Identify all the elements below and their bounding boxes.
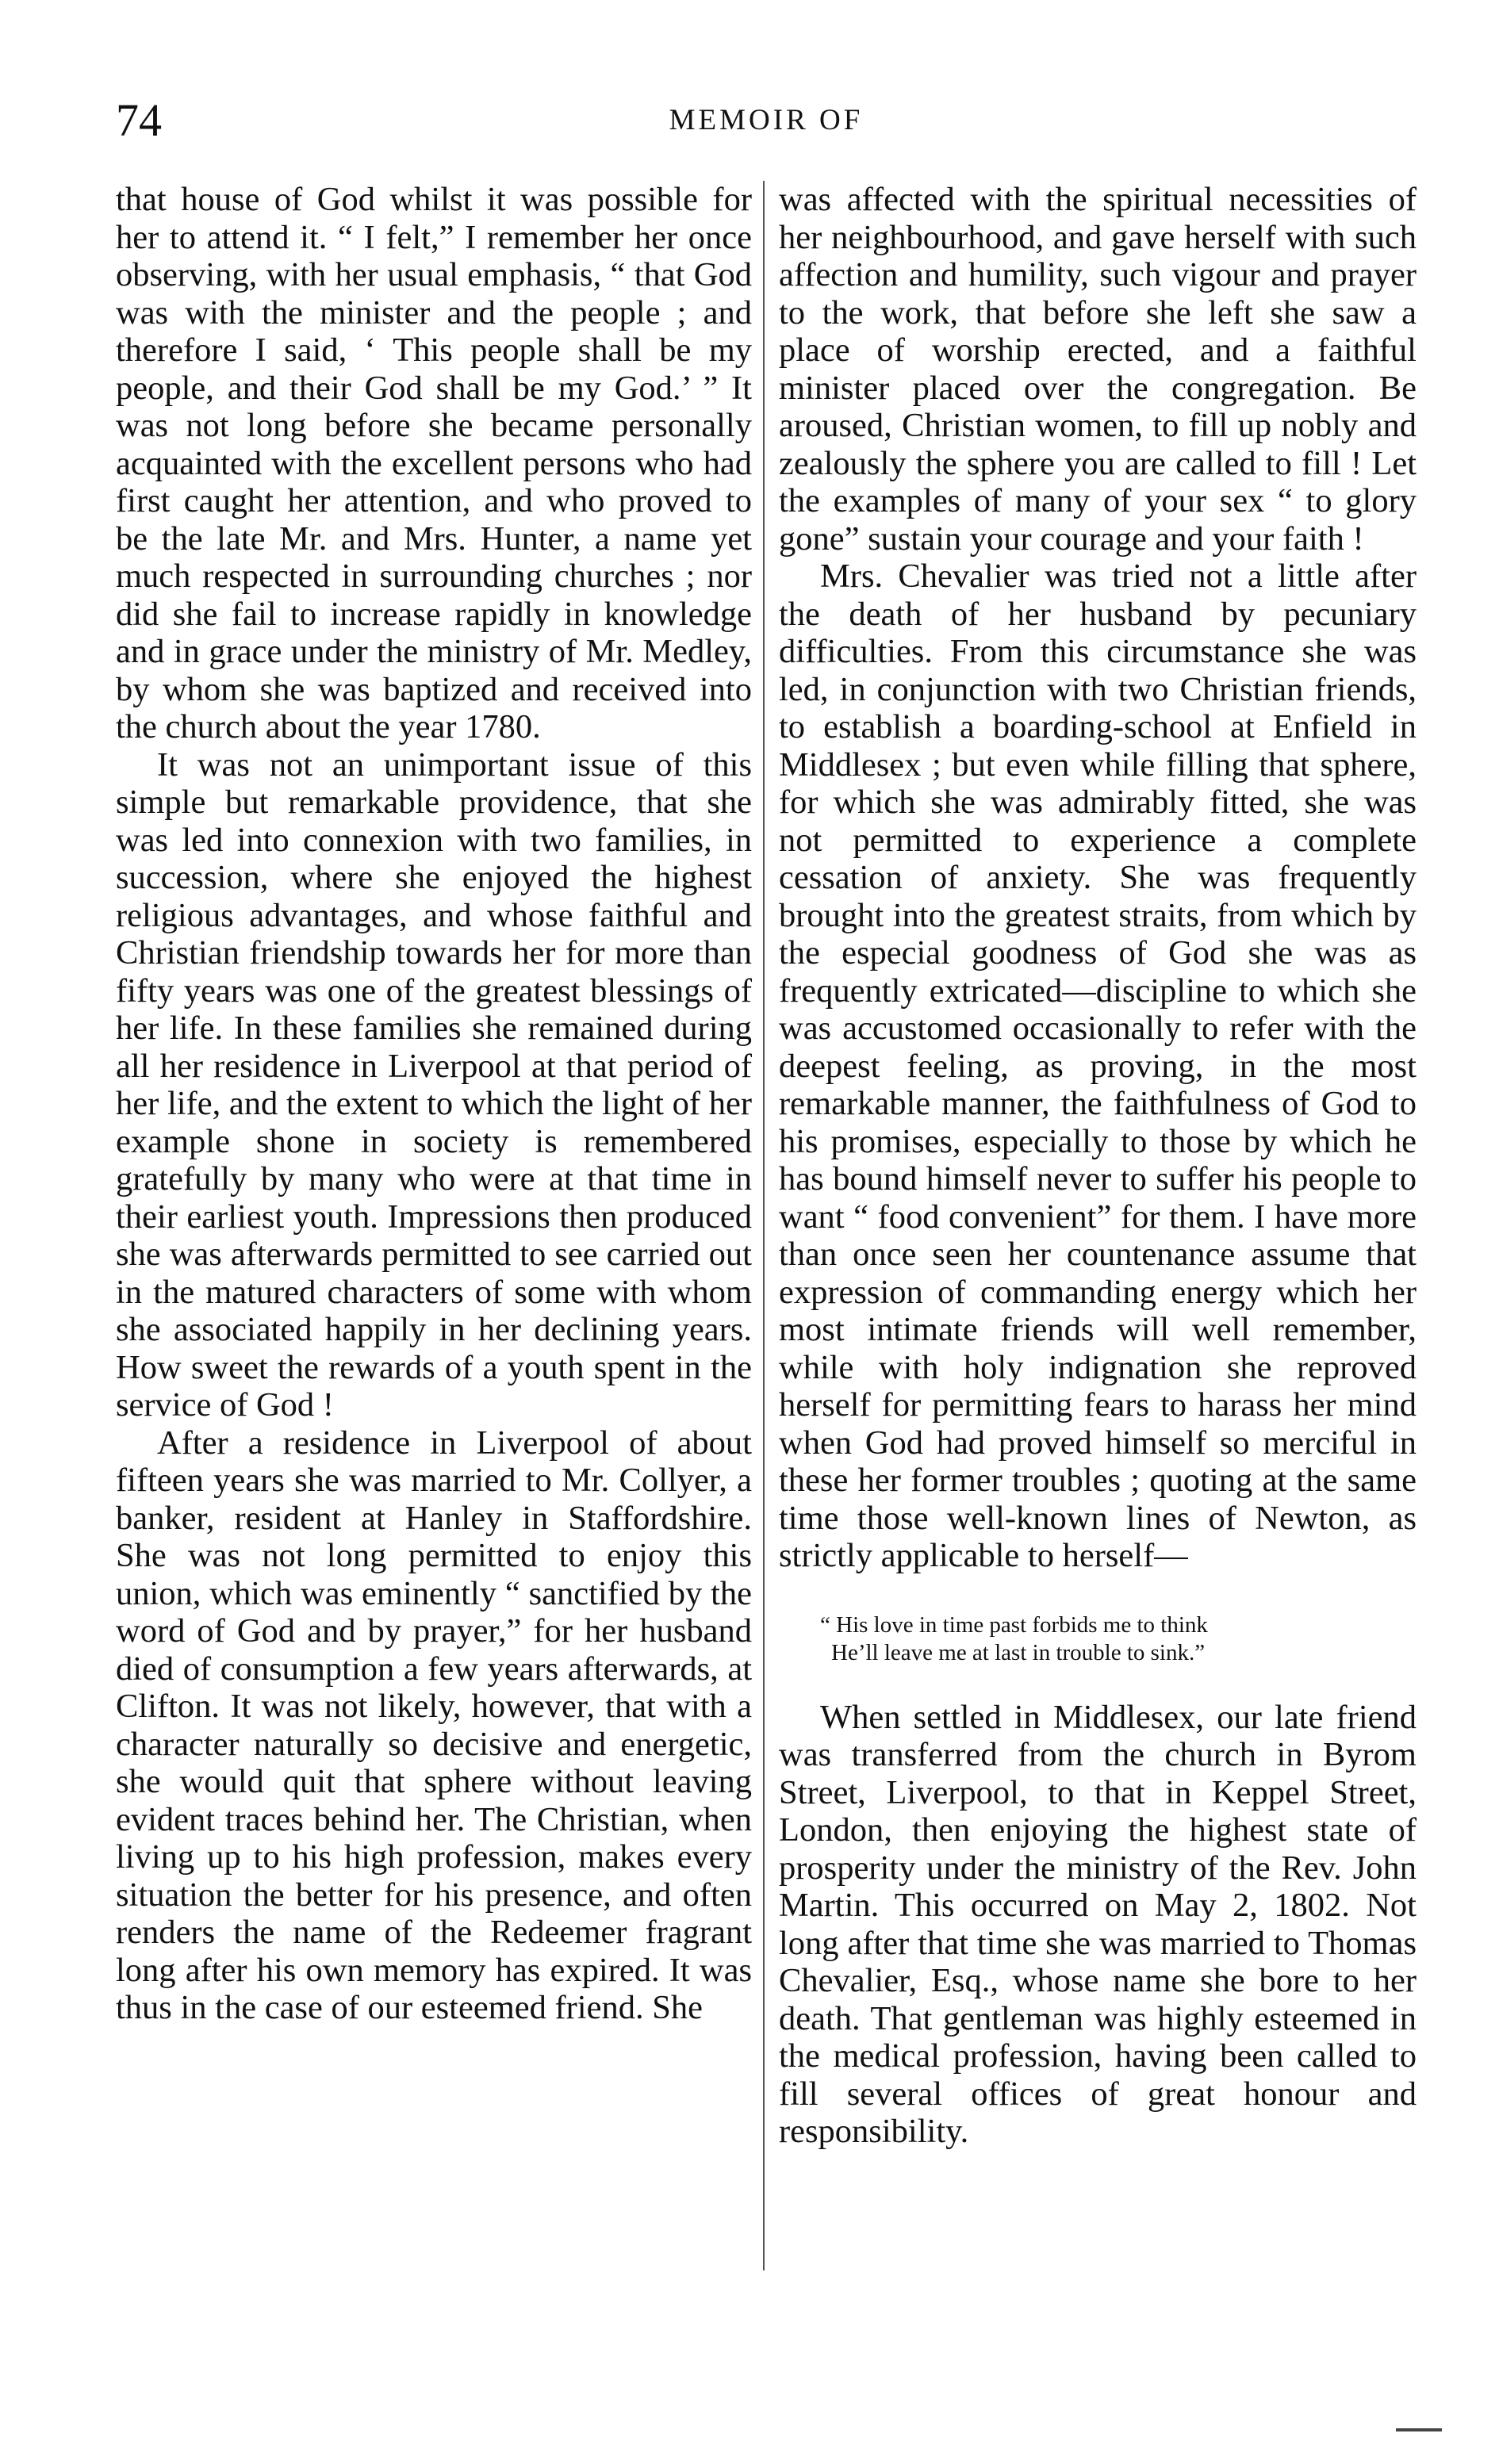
verse-line: “ His love in time past forbids me to think	[820, 1611, 1208, 1638]
corner-mark	[1396, 2428, 1442, 2431]
page-header	[116, 89, 1417, 152]
page-number: 74	[116, 94, 162, 146]
paragraph: that house of God whilst it was possible for her to attend it. “ I felt,” I remember her once observing, with her usual emphasis, “ that God was with the minister and the people ; and therefore I said, ‘ This people shall be my people, and their God shall be my God.’ ” It was not long before she became personally acquainted with the excellent persons who had first caught her attention, and who proved to be the late Mr. and Mrs. Hunter, a name yet much respected in surrounding churches ; nor did she fail to increase rapidly in knowledge and in grace under the ministry of Mr. Medley, by whom she was baptized and received into the church about the year 1780.	[116, 181, 752, 745]
verse-line: He’ll leave me at last in trouble to sink.”	[831, 1639, 1206, 1665]
running-title: MEMOIR OF	[669, 104, 864, 136]
verse-quotation	[820, 1611, 1417, 1667]
paragraph: Mrs. Chevalier was tried not a little after the death of her husband by pecuniary difficulties. From this circumstance she was led, in conjunction with two Christian friends, to establish a boarding-school at Enfield in Middlesex ; but even while filling that sphere, for which she was admirably fitted, she was not permitted to experience a complete cessation of anxiety. She was frequently brought into the greatest straits, from which by the especial goodness of God she was as frequently extricated—discipline to which she was accustomed occasionally to refer with the deepest feeling, as proving, in the most remarkable manner, the faithfulness of God to his promises, especially to those by which he has bound himself never to suffer his people to want “ food convenient” for them. I have more than once seen her countenance assume that expression of commanding energy which her most intimate friends will well remember, while with holy indignation she reproved herself for permitting fears to harass her mind when God had proved himself so merciful in these her former troubles ; quoting at the same time those well-known lines of Newton, as strictly applicable to herself—	[779, 558, 1417, 1574]
right-column	[779, 181, 1417, 2151]
paragraph: It was not an unimportant issue of this simple but remarkable providence, that she was led into connexion with two families, in succession, where she enjoyed the highest religious advantages, and whose faithful and Christian friendship towards her for more than fifty years was one of the greatest blessings of her life. In these families she remained during all her residence in Liverpool at that period of her life, and the extent to which the light of her example shone in society is remembered gratefully by many who were at that time in their earliest youth. Impressions then produced she was afterwards permitted to see carried out in the matured characters of some with whom she associated happily in her declining years. How sweet the rewards of a youth spent in the service of God !	[116, 745, 752, 1424]
column-divider	[763, 181, 765, 2270]
paragraph: was affected with the spiritual necessities of her neighbourhood, and gave herself with such affection and humility, such vigour and prayer to the work, that before she left she saw a place of worship erected, and a faithful minister placed over the congregation. Be aroused, Christian women, to fill up nobly and zealously the sphere you are called to fill ! Let the examples of many of your sex “ to glory gone” sustain your courage and your faith !	[779, 181, 1417, 558]
left-column	[116, 181, 752, 2027]
paragraph: When settled in Middlesex, our late friend was transferred from the church in Byrom Street, Liverpool, to that in Keppel Street, London, then enjoying the highest state of prosperity under the ministry of the Rev. John Martin. This occurred on May 2, 1802. Not long after that time she was married to Thomas Chevalier, Esq., whose name she bore to her death. That gentleman was highly esteemed in the medical profession, having been called to fill several offices of great honour and responsibility.	[779, 1698, 1417, 2150]
paragraph: After a residence in Liverpool of about fifteen years she was married to Mr. Collyer, a banker, resident at Hanley in Staffordshire. She was not long permitted to enjoy this union, which was eminently “ sanctified by the word of God and by prayer,” for her husband died of consumption a few years afterwards, at Clifton. It was not likely, however, that with a character naturally so decisive and energetic, she would quit that sphere without leaving evident traces behind her. The Christian, when living up to his high profession, makes every situation the better for his presence, and often renders the name of the Redeemer fragrant long after his own memory has expired. It was thus in the case of our esteemed friend. She	[116, 1424, 752, 2026]
